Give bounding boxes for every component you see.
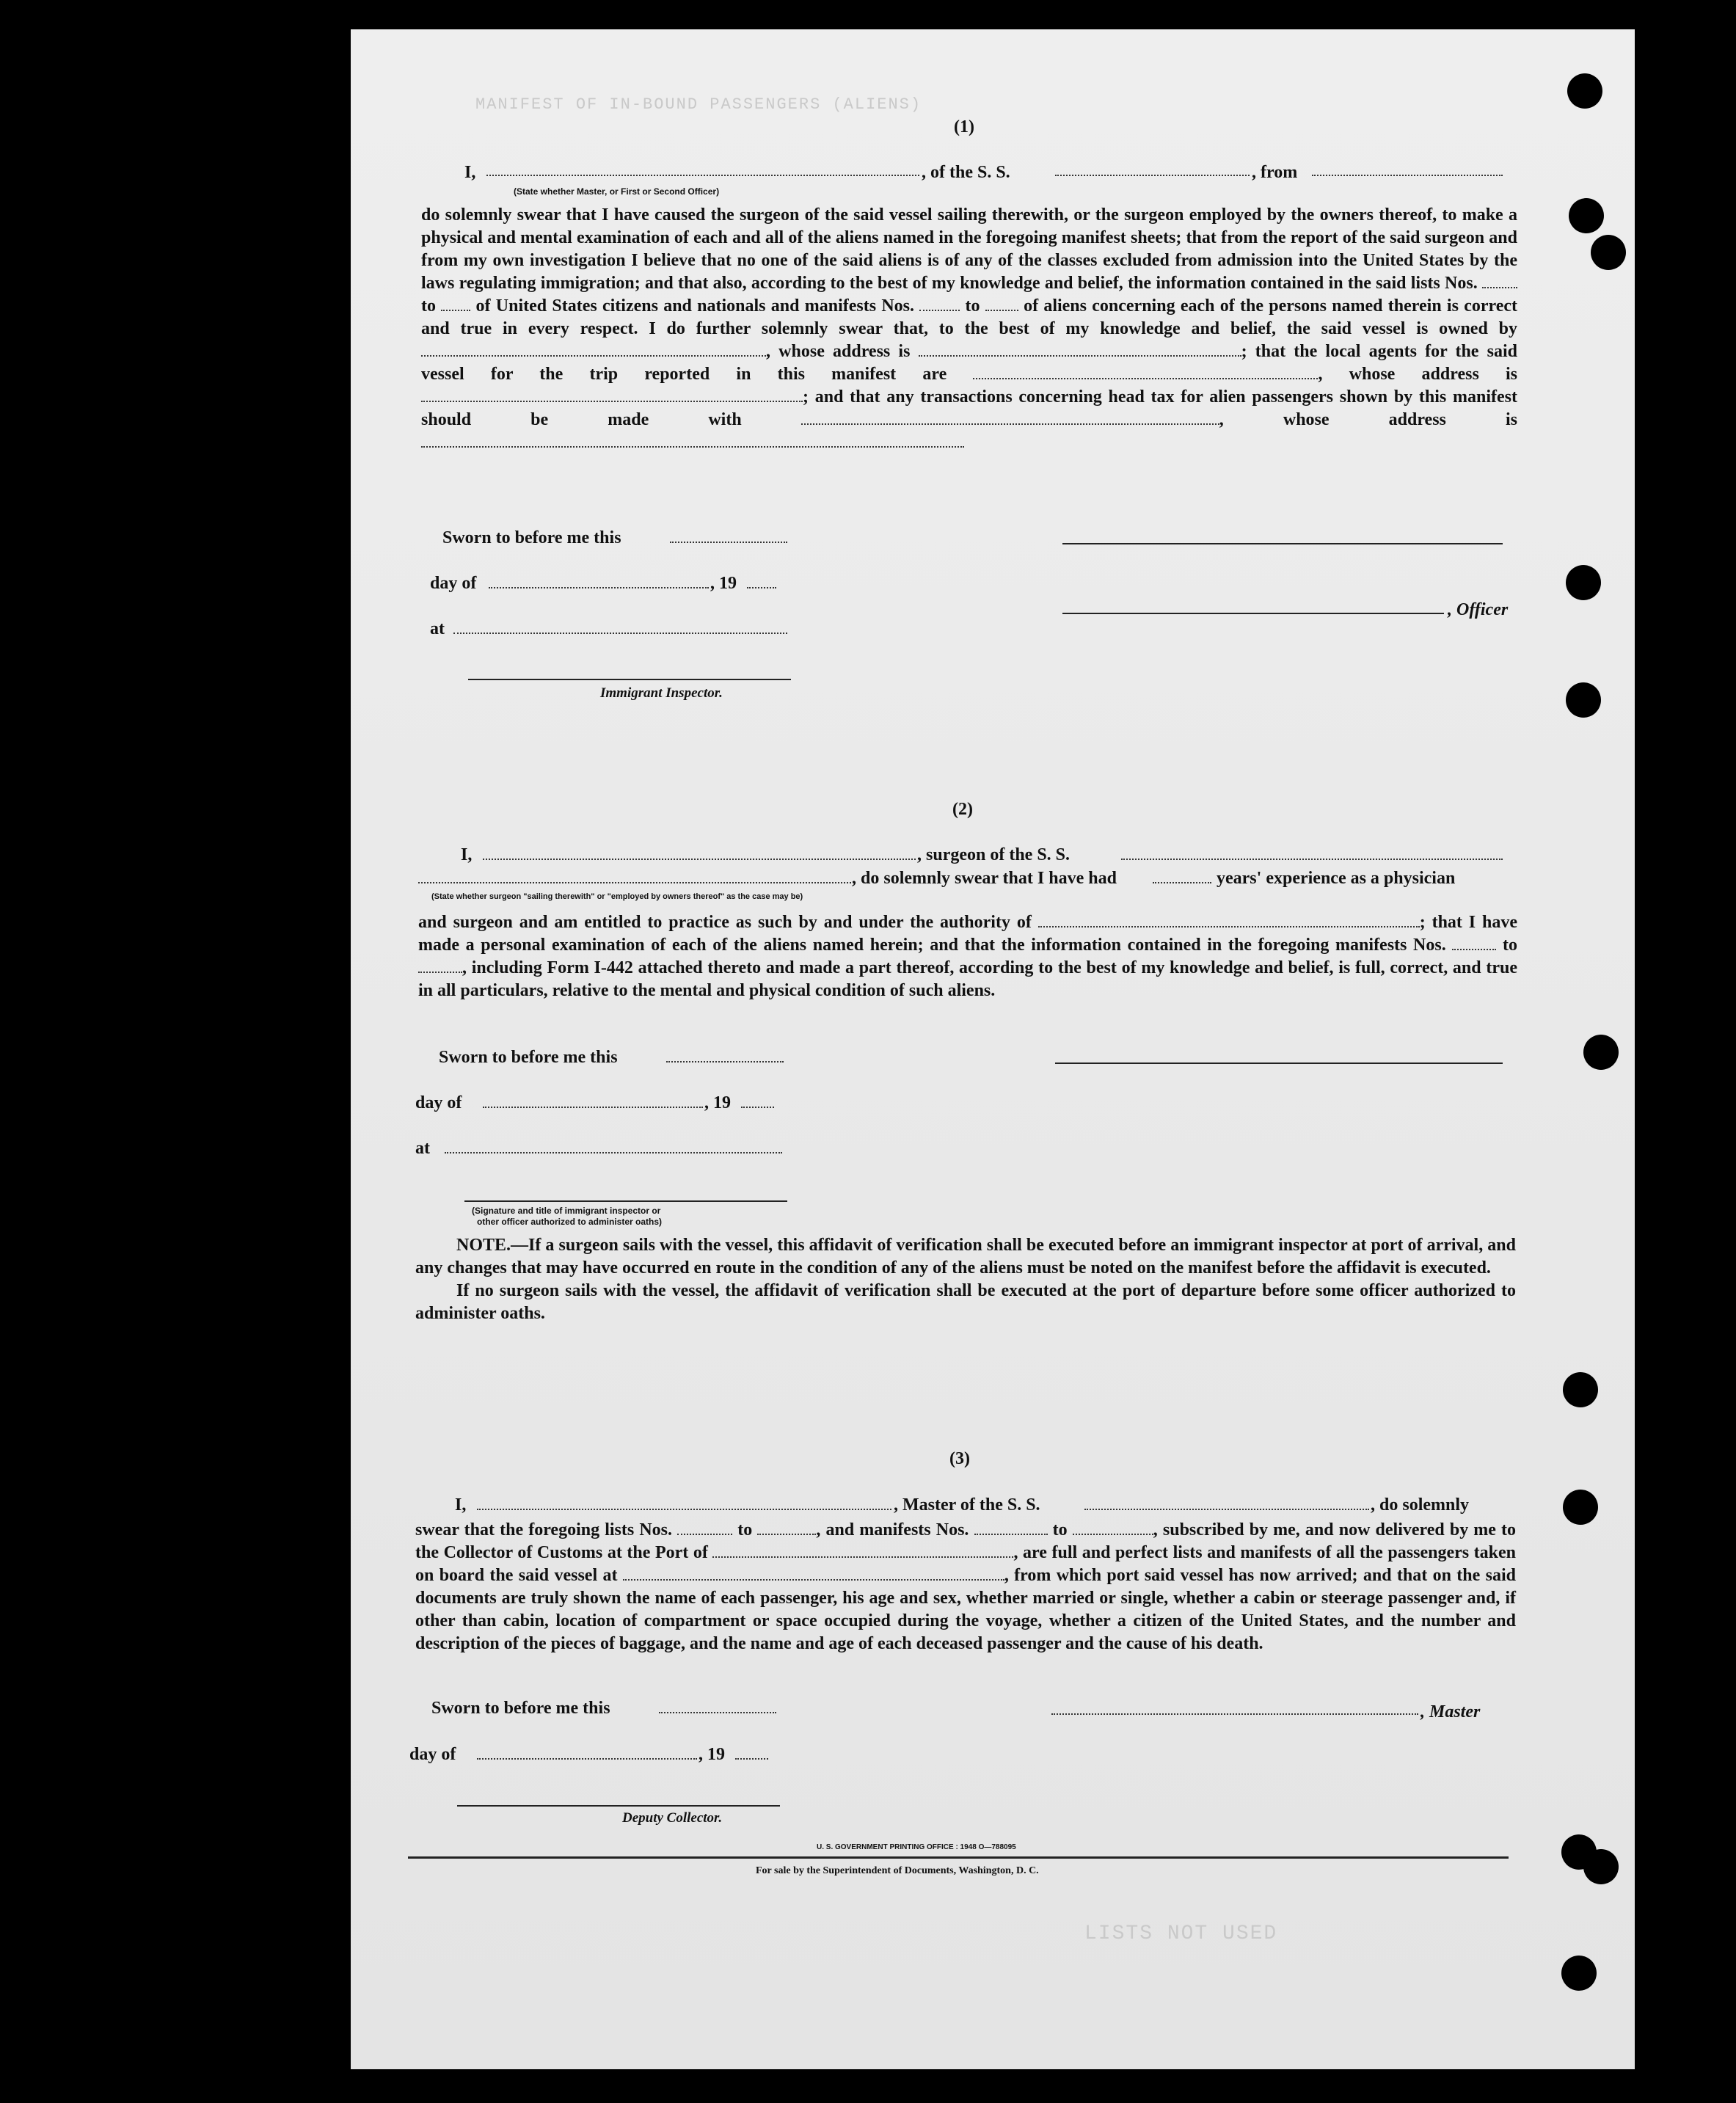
s2-authority-field[interactable] [1038,913,1420,927]
s1-from-label: , from [1252,163,1298,182]
s3-manifests-to-field[interactable] [1073,1520,1153,1535]
s1-inspector-signature-line[interactable] [468,679,791,680]
bleed-through-stamp: LISTS NOT USED [1084,1922,1278,1945]
s3-sworn-label: Sworn to before me this [431,1699,610,1718]
s1-year-label: , 19 [710,574,737,593]
s1-i-label: I, [464,163,476,182]
s1-officer-label: , Officer [1448,600,1509,619]
s2-body-to: to [1503,936,1518,955]
s3-oath-text [415,1519,1516,1655]
s3-deputy-caption: Deputy Collector. [622,1810,723,1826]
bleed-through-header: MANIFEST OF IN-BOUND PASSENGERS (ALIENS) [475,95,922,114]
punch-hole [1563,1490,1598,1525]
s1-officer-title-line[interactable] [1062,613,1444,614]
s1-manifests-from-field[interactable] [919,296,960,311]
s3-body-c: , subscribed by me, and now delivered by me to the Collector of Customs at the Port of [415,1520,1517,1562]
s2-note-1-text: —If a surgeon sails with the vessel, this affidavit of verification shall be executed before an immigrant inspector at port of arrival, and any changes that may have occurred en route in the condition of any of the aliens must be noted on the manifest before the affidavit is executed. [415,1236,1516,1278]
s2-surgeon-signature-line[interactable] [1055,1063,1503,1064]
s3-master-label: , Master [1420,1702,1481,1721]
punch-hole [1583,1849,1619,1884]
punch-hole [1591,235,1626,270]
s1-of-ss-label: , of the S. S. [922,163,1010,182]
s2-i-label: I, [461,845,473,864]
s3-deputy-signature-line[interactable] [457,1805,780,1807]
section-2-note [415,1234,1516,1325]
section-3-number: (3) [949,1449,970,1468]
s1-head-tax-field[interactable] [801,410,1219,425]
punch-hole [1566,565,1601,600]
s2-swear-label: , do solemnly swear that I have had [852,869,1117,888]
s3-body-e: , from which port said vessel has now arrived; and that on the said documents are truly shown the name of each passenger, his age and sex, whether married or single, whether a cabin or steerage passenger and, if other than cabin, location of compartment or space occupied during the voyage, whether a citizen of the United States, and the number and description of the pieces of baggage, and the name and age of each deceased passenger and the cause of his death. [415,1566,1517,1653]
s2-sig-note-1: (Signature and title of immigrant inspector or [472,1206,661,1216]
s1-rank-instruction: (State whether Master, or First or Second Officer) [514,186,720,197]
s1-body-b: of United States citizens and nationals and manifests Nos. [475,296,914,316]
s1-lists-to-field[interactable] [441,296,470,311]
s1-at-field[interactable] [453,633,787,634]
s2-sworn-date-field[interactable] [666,1061,784,1063]
s1-body-e: ; that the local agents for the said vessel for the trip reported in this manifest are [421,342,1517,384]
s3-swear-label: , do solemnly [1371,1495,1470,1515]
section-2-number: (2) [952,800,973,819]
s2-day-of-field[interactable] [483,1107,703,1108]
form-page [351,29,1635,2069]
section-1-number: (1) [954,117,974,136]
s2-sailing-status-field[interactable] [418,882,851,883]
s1-agents-address-field[interactable] [421,387,803,402]
s3-master-name-field[interactable] [477,1509,891,1510]
s3-body-d: , are full and perfect lists and manifests of all the passengers taken on board the said vessel at [415,1543,1517,1585]
section-3-body [415,1519,1516,1655]
s1-body-f: , whose address is [1318,365,1517,384]
s3-day-of-field[interactable] [477,1758,697,1760]
s1-body-a: do solemnly swear that I have caused the surgeon of the said vessel sailing therewith, or the surgeon employed by the owners thereof, to make a physical and mental examination of each and all of the aliens named in the foregoing manifest sheets; that from the report of the said surgeon and from my own investigation I believe that no one of the said aliens is of any of the classes excluded from admission into the United States by the laws regulating immigration; and that also, according to the best of my knowledge and belief, the information contained in the said lists Nos. [421,205,1517,293]
punch-hole [1583,1035,1619,1070]
s1-body-d: , whose address is [766,342,911,361]
s1-body-g: ; and that any transactions concerning head tax for alien passengers shown by this manifest should be made with [421,387,1517,429]
s3-lists-to-field[interactable] [757,1520,816,1535]
s2-manifests-from-field[interactable] [1452,936,1496,950]
punch-hole [1561,1956,1597,1991]
s1-at-label: at [430,619,445,638]
s2-day-of-label: day of [415,1093,462,1112]
s3-i-label: I, [455,1495,467,1515]
s3-day-of-label: day of [409,1745,456,1764]
s2-at-label: at [415,1139,430,1158]
s1-officer-signature-line[interactable] [1062,543,1503,544]
s2-year-field[interactable] [741,1107,774,1108]
s2-at-field[interactable] [445,1152,782,1153]
s1-body-c: of aliens concerning each of the persons named therein is correct and true in every respect. I do further solemnly swear that, to the best of my knowledge and belief, the said vessel is owned by [421,296,1518,338]
s3-vessel-name-field[interactable] [1084,1509,1369,1510]
s2-year-label: , 19 [704,1093,731,1112]
footer-rule [408,1856,1509,1859]
s1-from-port-field[interactable] [1312,175,1503,176]
s2-body-b: ; that I have made a personal examination of each of the aliens named herein; and that the information contained in the foregoing manifests Nos. [418,913,1518,955]
s1-manifests-to-field[interactable] [985,296,1018,311]
s1-vessel-name-field[interactable] [1055,175,1250,176]
s3-sworn-date-field[interactable] [659,1712,776,1713]
s3-port-field[interactable] [712,1543,1013,1558]
s2-years-field[interactable] [1153,882,1211,883]
s2-body-a: and surgeon and am entitled to practice as such by and under the authority of [418,913,1032,932]
s2-surgeon-name-field[interactable] [483,859,916,860]
s2-note-label: NOTE. [456,1236,511,1255]
punch-hole [1567,73,1602,109]
punch-hole [1569,198,1604,233]
s1-sworn-label: Sworn to before me this [442,528,621,547]
s3-year-field[interactable] [735,1758,768,1760]
s2-status-instruction: (State whether surgeon "sailing therewith" or "employed by owners thereof" as the case may be) [431,892,803,901]
punch-hole [1566,682,1601,718]
s1-owner-field[interactable] [421,342,766,357]
s3-body-a: swear that the foregoing lists Nos. [415,1520,672,1539]
s2-inspector-signature-line[interactable] [464,1200,787,1202]
punch-hole [1563,1372,1598,1407]
s1-oath-text [421,204,1517,454]
s3-master-signature-line[interactable] [1051,1713,1418,1715]
s2-surgeon-of-ss-label: , surgeon of the S. S. [917,845,1071,864]
s1-inspector-caption: Immigrant Inspector. [600,685,723,701]
s1-year-field[interactable] [747,587,776,588]
gpo-imprint: U. S. GOVERNMENT PRINTING OFFICE : 1948 O—788095 [817,1843,1016,1851]
s3-manifests-from-field[interactable] [974,1520,1048,1535]
s1-body-to2: to [965,296,980,316]
s2-years-label: years' experience as a physician [1217,869,1456,888]
s1-head-tax-address-field[interactable] [421,433,964,448]
s2-note-paragraph-1 [415,1234,1516,1280]
s3-embark-port-field[interactable] [623,1566,1004,1581]
s1-body-h: , whose address is [1219,410,1517,429]
s2-manifests-to-field[interactable] [418,958,462,973]
s1-body-to1: to [421,296,436,316]
s2-note-paragraph-2: If no surgeon sails with the vessel, the affidavit of verification shall be executed at the port of departure before some officer authorized to administer oaths. [415,1281,1516,1323]
s2-body-c: , including Form I-442 attached thereto and made a part thereof, according to the best of my knowledge and belief, is full, correct, and true in all particulars, relative to the mental and physical condition of such aliens. [418,958,1517,1000]
s1-lists-from-field[interactable] [1482,274,1517,288]
s1-owner-address-field[interactable] [919,342,1241,357]
s1-sworn-date-field[interactable] [670,542,787,543]
s1-day-of-field[interactable] [489,587,709,588]
s2-oath-text [418,911,1517,1002]
s3-to1: to [737,1520,753,1539]
s2-sworn-label: Sworn to before me this [439,1048,618,1067]
section-1-body [421,204,1517,454]
s3-master-of-ss-label: , Master of the S. S. [894,1495,1040,1515]
section-2-body [418,911,1517,1002]
s3-year-label: , 19 [699,1745,725,1764]
s1-agents-field[interactable] [973,365,1318,379]
s2-sig-note-2: other officer authorized to administer oaths) [477,1217,663,1227]
s2-vessel-name-field[interactable] [1121,859,1503,860]
s3-to2: to [1052,1520,1068,1539]
s1-day-of-label: day of [430,574,477,593]
sale-notice: For sale by the Superintendent of Documents, Washington, D. C. [756,1865,1039,1876]
s1-officer-rank-field[interactable] [486,175,919,176]
s3-body-b: , and manifests Nos. [816,1520,969,1539]
s3-lists-from-field[interactable] [677,1520,732,1535]
